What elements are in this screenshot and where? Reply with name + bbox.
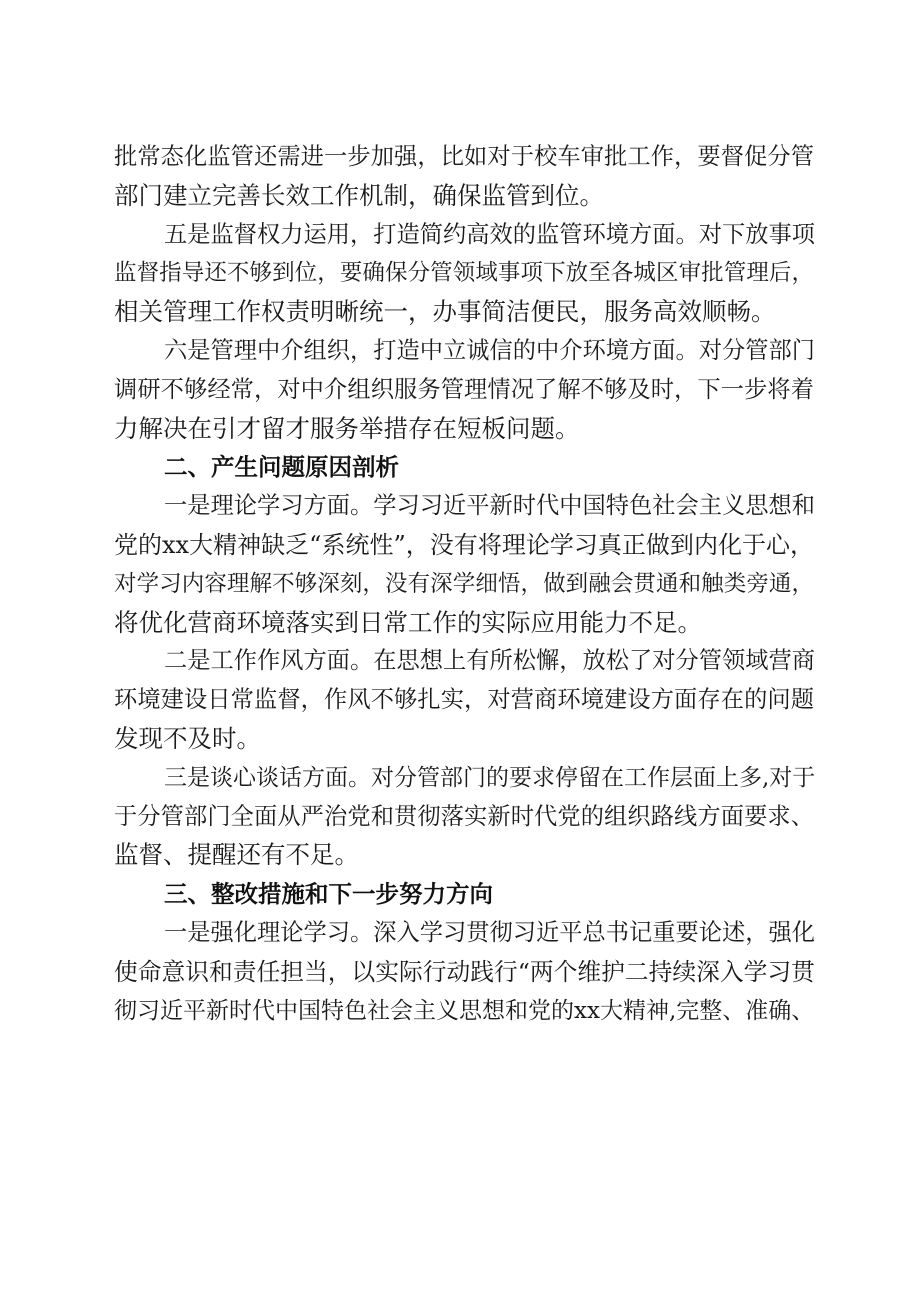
section-heading: 三、整改措施和下一步努力方向 <box>164 880 493 909</box>
paragraph-first-line: 五是监督权力运用，打造简约高效的监管环境方面。对下放事项 <box>164 220 816 248</box>
paragraph-line: 力解决在引才留才服务举措存在短板问题。 <box>114 413 580 443</box>
paragraph-line: 部门建立完善长效工作机制，确保监管到位。 <box>114 180 604 210</box>
paragraph-first-line: 三是谈心谈话方面。对分管部门的要求停留在工作层面上多,对于 <box>164 764 816 791</box>
paragraph-line: 环境建设日常监督，作风不够扎实，对营商环境建设方面存在的问题 <box>114 686 814 714</box>
paragraph-first-line: 二是工作作风方面。在思想上有所松懈，放松了对分管领域营商 <box>164 647 816 675</box>
document-body <box>114 138 814 1030</box>
paragraph-line: 监督、提醒还有不足。 <box>114 840 359 870</box>
paragraph-line: 批常态化监管还需进一步加强，比如对于校车审批工作，要督促分管 <box>114 143 814 170</box>
paragraph-line: 党的xx大精神缺乏“系统性”，没有将理论学习真正做到内化于心， <box>114 530 814 559</box>
paragraph-first-line: 一是强化理论学习。深入学习贯彻习近平总书记重要论述，强化 <box>164 918 816 946</box>
paragraph-line: 将优化营商环境落实到日常工作的实际应用能力不足。 <box>114 607 702 637</box>
paragraph-first-line: 六是管理中介组织，打造中立诚信的中介环境方面。对分管部门 <box>164 336 816 364</box>
paragraph-line: 于分管部门全面从严治党和贯彻落实新时代党的组织路线方面要求、 <box>114 802 814 830</box>
paragraph-line: 对学习内容理解不够深刻，没有深学细悟，做到融会贯通和触类旁通， <box>114 570 814 597</box>
paragraph-line: 使命意识和责任担当，以实际行动践行“两个维护二持续深入学习贯 <box>114 957 815 986</box>
paragraph-line: 调研不够经常，对中介组织服务管理情况了解不够及时，下一步将着 <box>114 375 814 403</box>
paragraph-line: 彻习近平新时代中国特色社会主义思想和党的xx大精神,完整、准确、 <box>114 997 815 1024</box>
paragraph-first-line: 一是理论学习方面。学习习近平新时代中国特色社会主义思想和 <box>164 492 816 520</box>
paragraph-line: 监督指导还不够到位，要确保分管领域事项下放至各城区审批管理后， <box>114 260 814 287</box>
paragraph-line: 相关管理工作权责明晰统一，办事简洁便民，服务高效顺畅。 <box>114 297 776 327</box>
section-heading: 二、产生问题原因剖析 <box>164 453 399 482</box>
paragraph-line: 发现不及时。 <box>114 723 261 753</box>
